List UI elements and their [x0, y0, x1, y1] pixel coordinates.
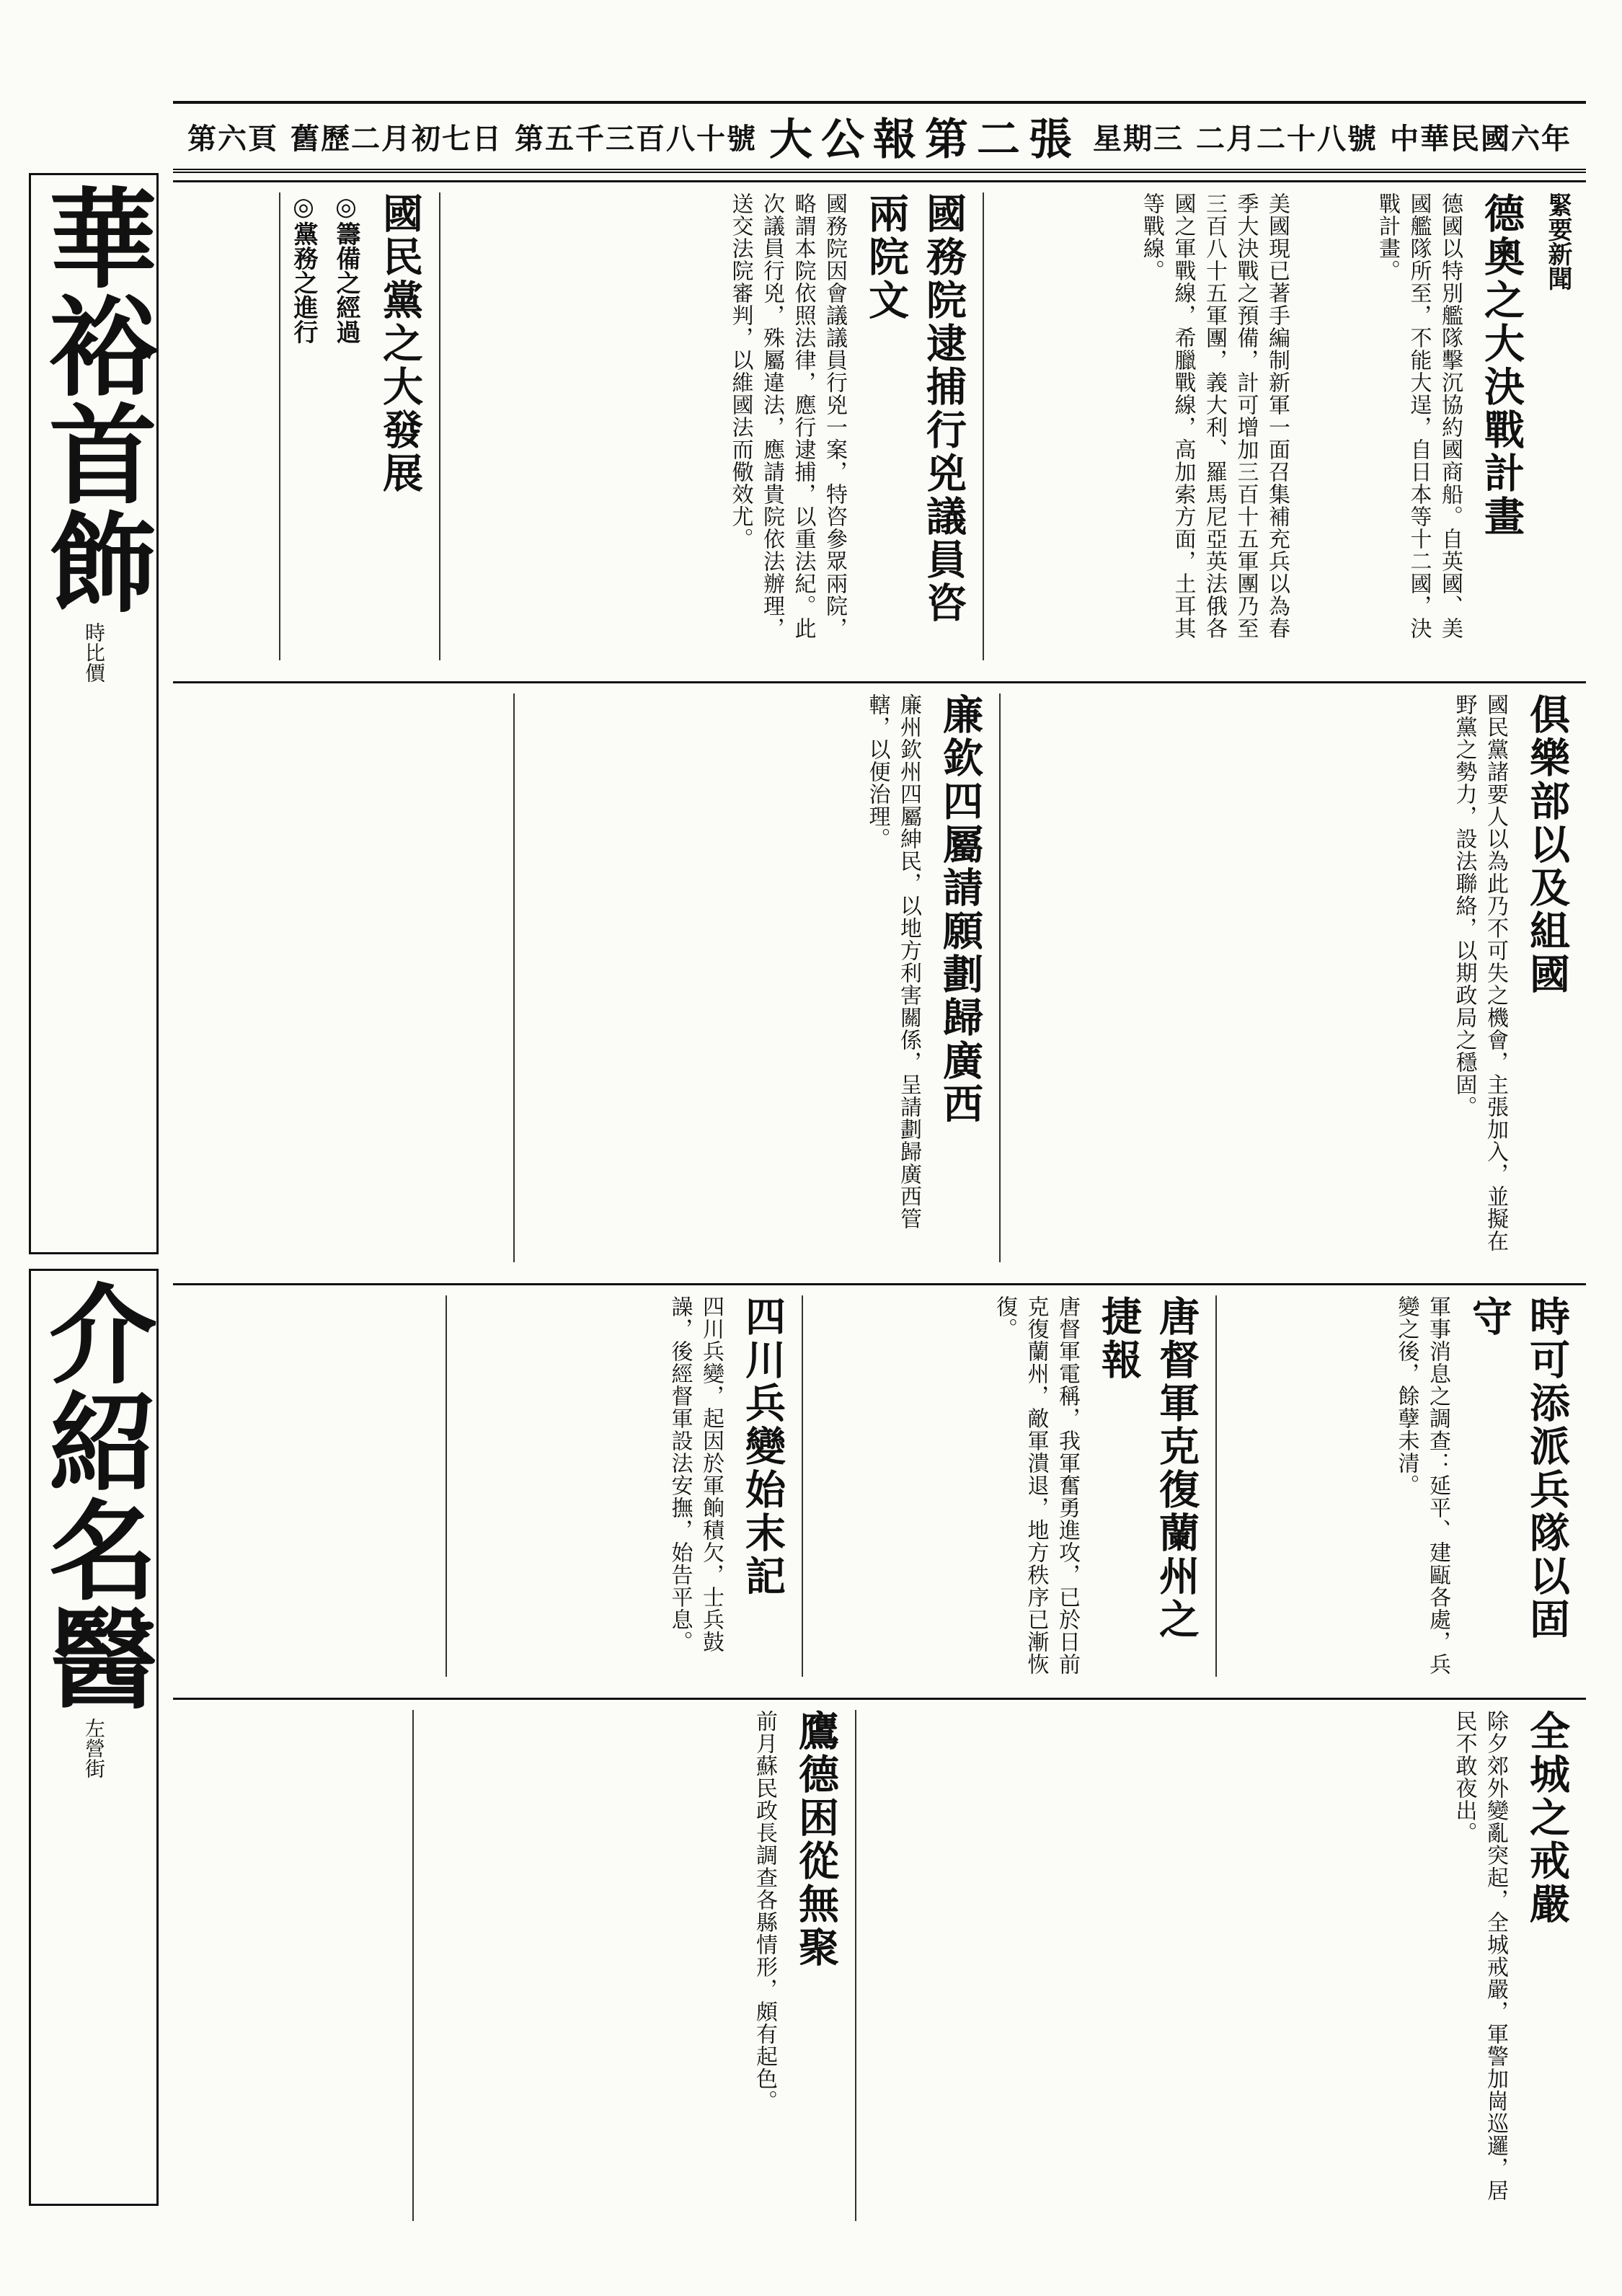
- article-xiamen-headline: 鷹德困從無聚: [792, 1710, 840, 1969]
- article-lian-headline: 廉欽四屬請願劃歸廣西: [936, 693, 984, 1126]
- article-kmt: [279, 192, 429, 660]
- article-germany-headline: 德奧之大決戰計畫: [1478, 192, 1525, 538]
- article-kmt-sub2: ◎黨務之進行: [289, 192, 318, 344]
- masthead-weekday: 星期三: [1093, 121, 1184, 156]
- article-victory-body: 軍事消息之調查：延平、建甌各處，兵變之後，餘孽未清。: [1393, 1295, 1450, 1675]
- article-germany: [983, 192, 1530, 660]
- article-tang: [802, 1295, 1205, 1677]
- tier-3: [173, 1283, 1586, 1687]
- article-lian: [513, 693, 989, 1262]
- article-club-headline: 俱樂部以及組國: [1523, 693, 1571, 996]
- article-tang-headline: 唐督軍克復蘭州之捷報: [1095, 1295, 1200, 1641]
- masthead-date-western: 二月二十八號: [1196, 121, 1378, 156]
- ad-doctor-title: 介紹名醫: [30, 1278, 157, 1711]
- article-club-body: 國民黨諸要人以為此乃不可失之機會，主張加入，並擬在野黨之勢力，設法聯絡，以期政局之穩固。: [1451, 693, 1508, 1252]
- ad-doctor-note: 左營街: [82, 1718, 106, 1778]
- article-parliament: [439, 192, 972, 660]
- ad-jewelry: [29, 173, 159, 1254]
- article-city-body: 除夕郊外變亂突起，全城戒嚴，軍警加崗巡邏，居民不敢夜出。: [1451, 1710, 1508, 2202]
- article-xiamen: [412, 1710, 845, 2221]
- ad-doctor: [29, 1269, 159, 2206]
- article-parliament-body: 國務院因會議議員行兇一案，特咨參眾兩院，略謂本院依照法律，應行逮捕，以重法紀。此次議員行兇，殊屬違法，應請貴院依法辦理，送交法院審判，以維國法而儆效尤。: [727, 192, 847, 639]
- masthead-title: 大公報第二張: [769, 115, 1081, 165]
- article-victory: [1215, 1295, 1576, 1677]
- article-sichuan-headline: 四川兵變始末記: [739, 1295, 786, 1598]
- article-germany-body: 美國現已著手編制新軍一面召集補充兵以為春季大決戰之預備，計可增加三百十五軍團乃至三百八十五軍團，義大利、羅馬尼亞英法俄各國之軍戰線，希臘戰線，高加索方面，土耳其等戰線。: [1139, 192, 1290, 639]
- article-xiamen-body: 前月蘇民政長調查各縣情形，頗有起色。: [752, 1710, 777, 2112]
- masthead-lunar: 舊歷二月初七日: [291, 121, 502, 156]
- tier-1: [173, 180, 1586, 670]
- tier-4: [173, 1698, 1586, 2231]
- article-parliament-headline: 國務院逮捕行兇議員咨兩院文: [862, 192, 967, 625]
- article-kmt-headline: 國民黨之大發展: [376, 192, 424, 495]
- article-city: [855, 1710, 1576, 2221]
- masthead: [173, 101, 1586, 173]
- article-sichuan: [446, 1295, 792, 1677]
- masthead-page: 第六頁: [187, 121, 278, 156]
- article-city-headline: 全城之戒嚴: [1523, 1710, 1571, 1926]
- article-lian-body: 廉州欽州四屬紳民，以地方利害關係，呈請劃歸廣西管轄，以便治理。: [864, 693, 921, 1230]
- article-germany-lead: 德國以特別艦隊擊沉協約國商船。自英國、美國艦隊所至，不能大逞，自日本等十二國，決戰計畫。: [1375, 192, 1463, 639]
- top-header: 緊要新聞: [1543, 192, 1572, 291]
- article-victory-headline: 時可添派兵隊以固守: [1466, 1295, 1571, 1641]
- article-tang-body: 唐督軍電稱，我軍奮勇進攻，已於日前克復蘭州，敵軍潰退，地方秩序已漸恢復。: [992, 1295, 1080, 1675]
- masthead-issue: 第五千三百八十號: [515, 121, 757, 156]
- ad-jewelry-note: 時比價: [82, 622, 106, 683]
- article-sichuan-body: 四川兵變，起因於軍餉積欠，士兵鼓譟，後經督軍設法安撫，始告平息。: [667, 1295, 724, 1653]
- article-kmt-sub1: ◎籌備之經過: [332, 192, 360, 344]
- masthead-date-roc: 中華民國六年: [1390, 121, 1572, 156]
- ad-jewelry-title: 華裕首飾: [30, 182, 157, 615]
- tier-2: [173, 681, 1586, 1272]
- article-club: [999, 693, 1576, 1262]
